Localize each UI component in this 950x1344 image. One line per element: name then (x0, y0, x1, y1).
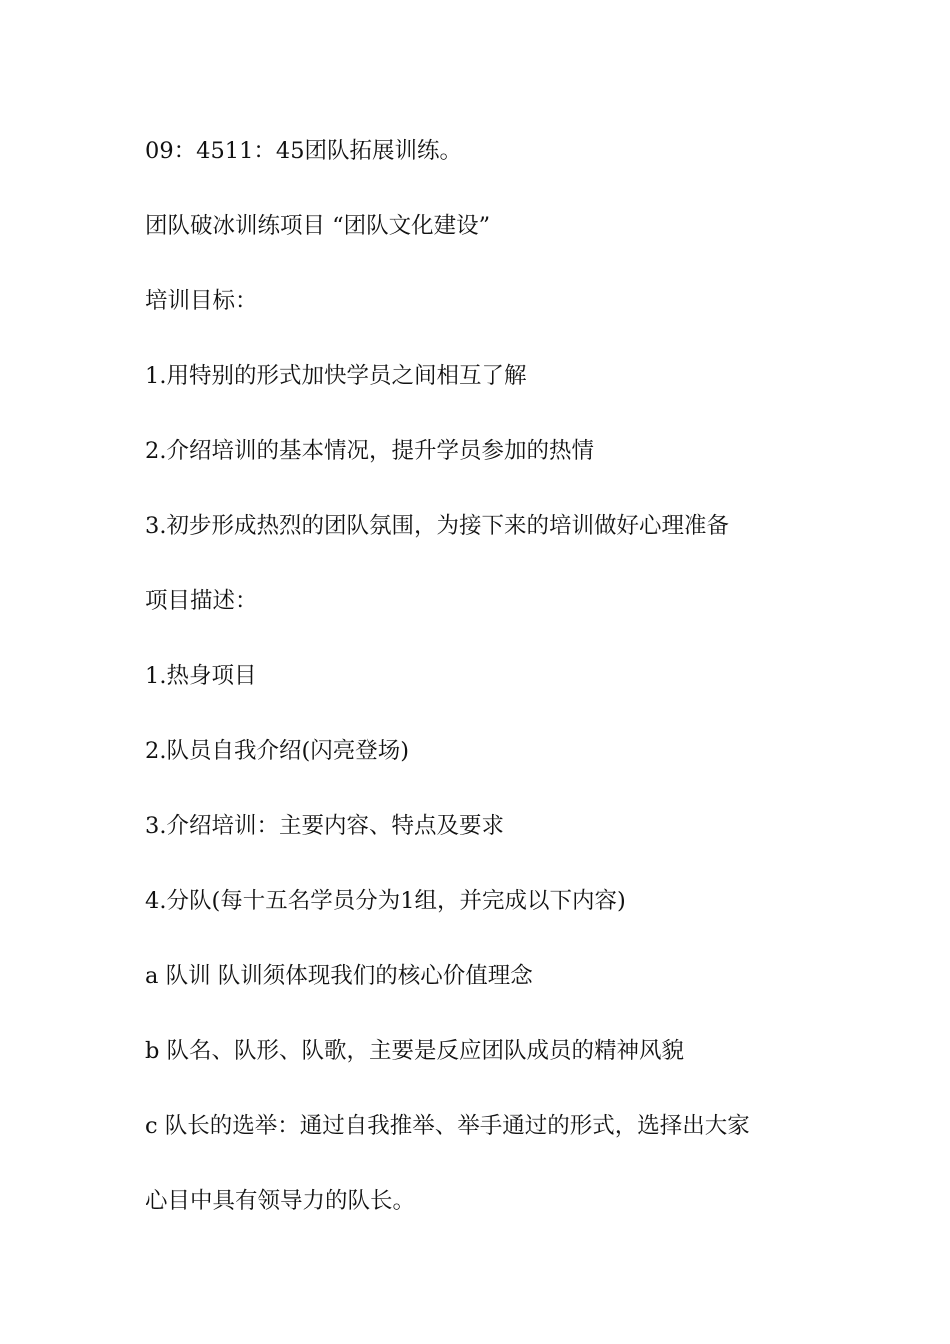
project-description-heading: 项目描述： (145, 588, 258, 614)
goal-item-2: 2.介绍培训的基本情况，提升学员参加的热情 (145, 438, 594, 464)
sub-item-a: a 队训 队训须体现我们的核心价值理念 (145, 963, 533, 989)
training-goals-heading: 培训目标： (145, 288, 258, 314)
description-item-1: 1.热身项目 (145, 663, 257, 689)
sub-item-c-continuation: 心目中具有领导力的队长。 (145, 1188, 416, 1214)
description-item-2: 2.队员自我介绍(闪亮登场) (145, 738, 410, 764)
goal-item-3: 3.初步形成热烈的团队氛围，为接下来的培训做好心理准备 (145, 513, 729, 539)
project-title: 团队破冰训练项目 “团队文化建设” (145, 213, 491, 239)
sub-item-b: b 队名、队形、队歌，主要是反应团队成员的精神风貌 (145, 1038, 685, 1064)
goal-item-1: 1.用特别的形式加快学员之间相互了解 (145, 363, 527, 389)
description-item-3: 3.介绍培训：主要内容、特点及要求 (145, 813, 504, 839)
sub-item-c: c 队长的选举：通过自我推举、举手通过的形式，选择出大家 (145, 1113, 750, 1139)
schedule-time-line: 09：4511：45团队拓展训练。 (145, 138, 463, 164)
description-item-4: 4.分队(每十五名学员分为1组，并完成以下内容) (145, 888, 626, 914)
